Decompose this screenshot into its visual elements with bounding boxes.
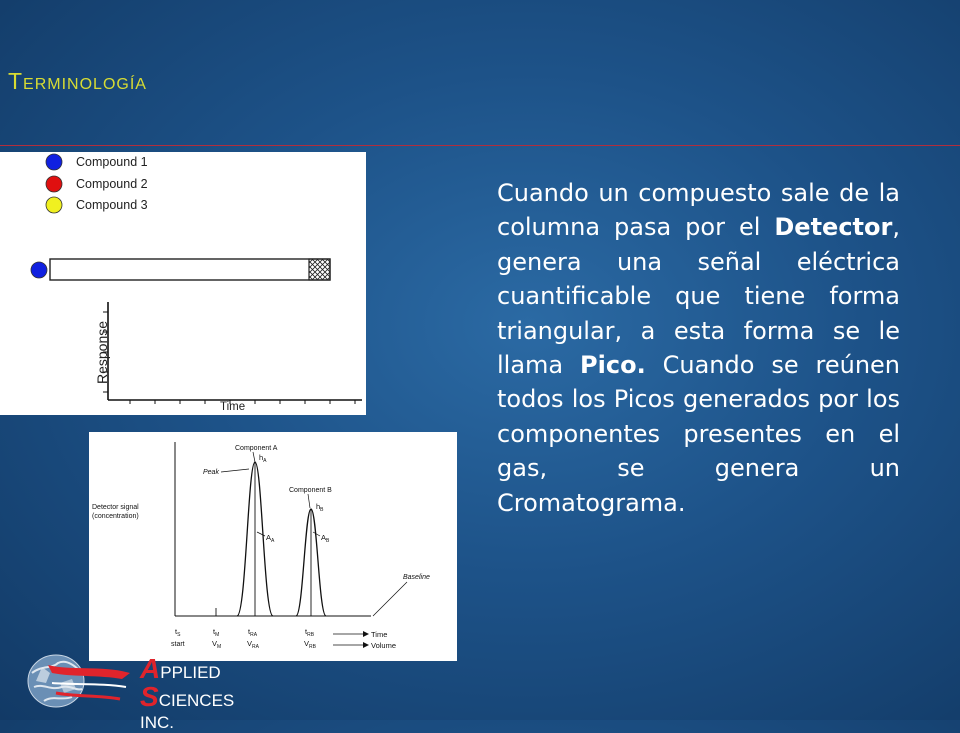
detector-signal-sublabel: (concentration) [92,513,139,520]
compound-1-label: Compound 1 [76,155,148,169]
response-axis-label: Response [94,320,110,384]
detector-term: Detector [774,213,893,242]
vm-label: $V_M$ [212,639,222,650]
compound-1-dot [46,154,62,170]
vrb-label: $V_{RB}$ [304,639,316,650]
component-a-pointer [253,452,255,462]
start-label: start [171,641,185,648]
column-tube [50,259,330,280]
company-logo [22,643,272,732]
trb-label: $t_{RB}$ [305,627,315,638]
detector-block [309,259,330,280]
ts-label: $t_S$ [175,627,181,638]
volume-arrow-head [363,642,369,648]
axis-ticks [103,312,355,404]
aa-pointer [257,532,265,536]
component-b-label: Component B [289,487,332,494]
detector-signal-label: Detector signal [92,504,139,511]
compound-2-label: Compound 2 [76,177,148,191]
volume-label: Volume [371,641,397,650]
baseline-label: Baseline [403,574,430,581]
time-axis-label: Time [220,401,246,413]
logo-line-2: SCIENCES INC. [140,681,235,732]
ab-label: $A_B$ [321,533,330,544]
baseline-pointer [373,582,407,616]
pico-term: Pico. [580,351,646,380]
peak-pointer [221,469,249,472]
chromatogram-diagram [89,432,457,661]
chromatogram-svg [89,432,457,661]
vra-label: $V_{RA}$ [247,639,259,650]
time-arrow-head [363,631,369,637]
tra-label: $t_{RA}$ [248,627,258,638]
logo-line-1: APPLIED [140,653,221,684]
component-b-pointer [308,494,310,508]
compound-3-dot [46,197,62,213]
column-diagram [0,152,366,415]
globe-icon [22,643,132,715]
peak-label: Peak [203,469,219,476]
title-divider [0,145,960,146]
tm-label: $t_M$ [213,627,220,638]
compound-2-dot [46,176,62,192]
hb-label: $h_B$ [316,502,324,513]
compound-3-label: Compound 3 [76,198,148,212]
ha-label: $h_A$ [259,453,267,464]
injected-sample-dot [31,262,47,278]
slide-title: Terminología [8,68,147,94]
column-diagram-svg [0,152,366,415]
slide-body-text: Cuando un compuesto sale de la columna pasa por el Detector, genera una señal eléctrica cuantificable que tiene forma triangular, a esta forma se le llama Pico. Cuando se reúnen todos los Picos generados por los componentes presentes en el gas, se genera un Cromatograma. [497,179,900,517]
aa-label: $A_A$ [266,533,275,544]
time-label: Time [371,630,388,639]
component-a-label: Component A [235,445,278,452]
